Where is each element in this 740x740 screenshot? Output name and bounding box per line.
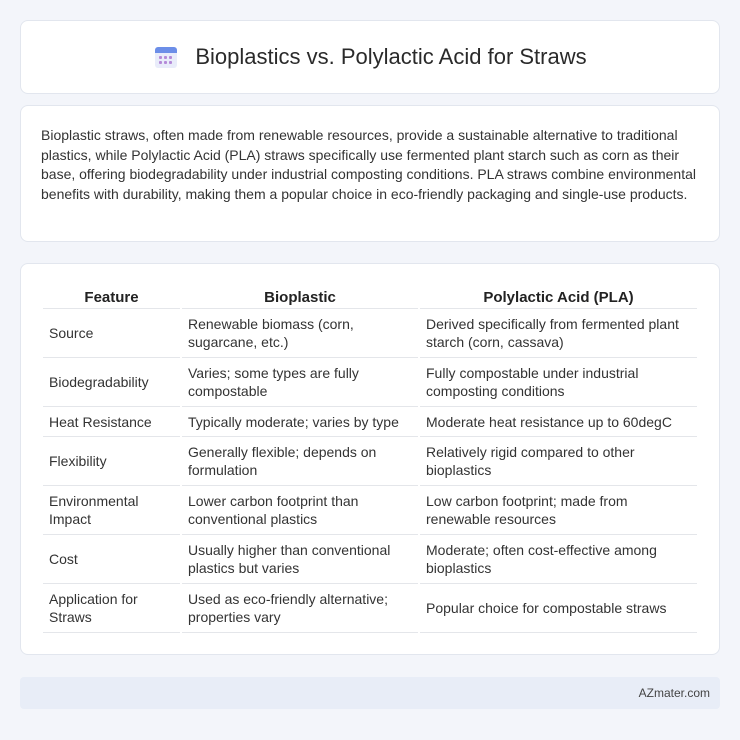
row-pla: Relatively rigid compared to other bioplastics bbox=[420, 437, 697, 486]
row-pla: Fully compostable under industrial composting conditions bbox=[420, 358, 697, 407]
table-header-row bbox=[43, 284, 697, 309]
row-bioplastic: Varies; some types are fully compostable bbox=[182, 358, 418, 407]
row-feature: Source bbox=[43, 309, 180, 358]
row-pla: Derived specifically from fermented plant starch (corn, cassava) bbox=[420, 309, 697, 358]
header-pla: Polylactic Acid (PLA) bbox=[420, 284, 697, 309]
table-row bbox=[43, 358, 697, 407]
row-pla: Popular choice for compostable straws bbox=[420, 584, 697, 633]
row-feature: Heat Resistance bbox=[43, 407, 180, 437]
footer-brand[interactable]: AZmater.com bbox=[638, 686, 710, 700]
row-feature: Cost bbox=[43, 535, 180, 584]
row-feature: Application for Straws bbox=[43, 584, 180, 633]
row-bioplastic: Renewable biomass (corn, sugarcane, etc.) bbox=[182, 309, 418, 358]
header-feature: Feature bbox=[43, 284, 180, 309]
row-bioplastic: Generally flexible; depends on formulation bbox=[182, 437, 418, 486]
table-row bbox=[43, 584, 697, 633]
row-pla: Moderate heat resistance up to 60degC bbox=[420, 407, 697, 437]
row-feature: Flexibility bbox=[43, 437, 180, 486]
row-pla: Moderate; often cost-effective among bioplastics bbox=[420, 535, 697, 584]
title-card bbox=[20, 20, 720, 94]
table-row bbox=[43, 309, 697, 358]
row-feature: Environmental Impact bbox=[43, 486, 180, 535]
calendar-icon bbox=[153, 44, 179, 70]
page-title: Bioplastics vs. Polylactic Acid for Straws bbox=[195, 44, 587, 69]
header-bioplastic: Bioplastic bbox=[182, 284, 418, 309]
row-bioplastic: Used as eco-friendly alternative; properties vary bbox=[182, 584, 418, 633]
row-bioplastic: Usually higher than conventional plastics but varies bbox=[182, 535, 418, 584]
table-row bbox=[43, 486, 697, 535]
table-row bbox=[43, 437, 697, 486]
row-bioplastic: Lower carbon footprint than conventional plastics bbox=[182, 486, 418, 535]
comparison-card bbox=[20, 263, 720, 655]
description-text: Bioplastic straws, often made from renewable resources, provide a sustainable alternative to traditional plastics, while Polylactic Acid (PLA) straws specifically use fermented plant starch such as corn as their base, offering biodegradability under industrial composting conditions. PLA straws combine environmental benefits with durability, making them a popular choice in eco-friendly packaging and single-use products. bbox=[41, 127, 697, 202]
table-row bbox=[43, 535, 697, 584]
row-bioplastic: Typically moderate; varies by type bbox=[182, 407, 418, 437]
comparison-table bbox=[41, 284, 699, 633]
footer bbox=[20, 677, 720, 709]
table-row bbox=[43, 407, 697, 437]
description-card bbox=[20, 105, 720, 242]
row-feature: Biodegradability bbox=[43, 358, 180, 407]
row-pla: Low carbon footprint; made from renewable resources bbox=[420, 486, 697, 535]
